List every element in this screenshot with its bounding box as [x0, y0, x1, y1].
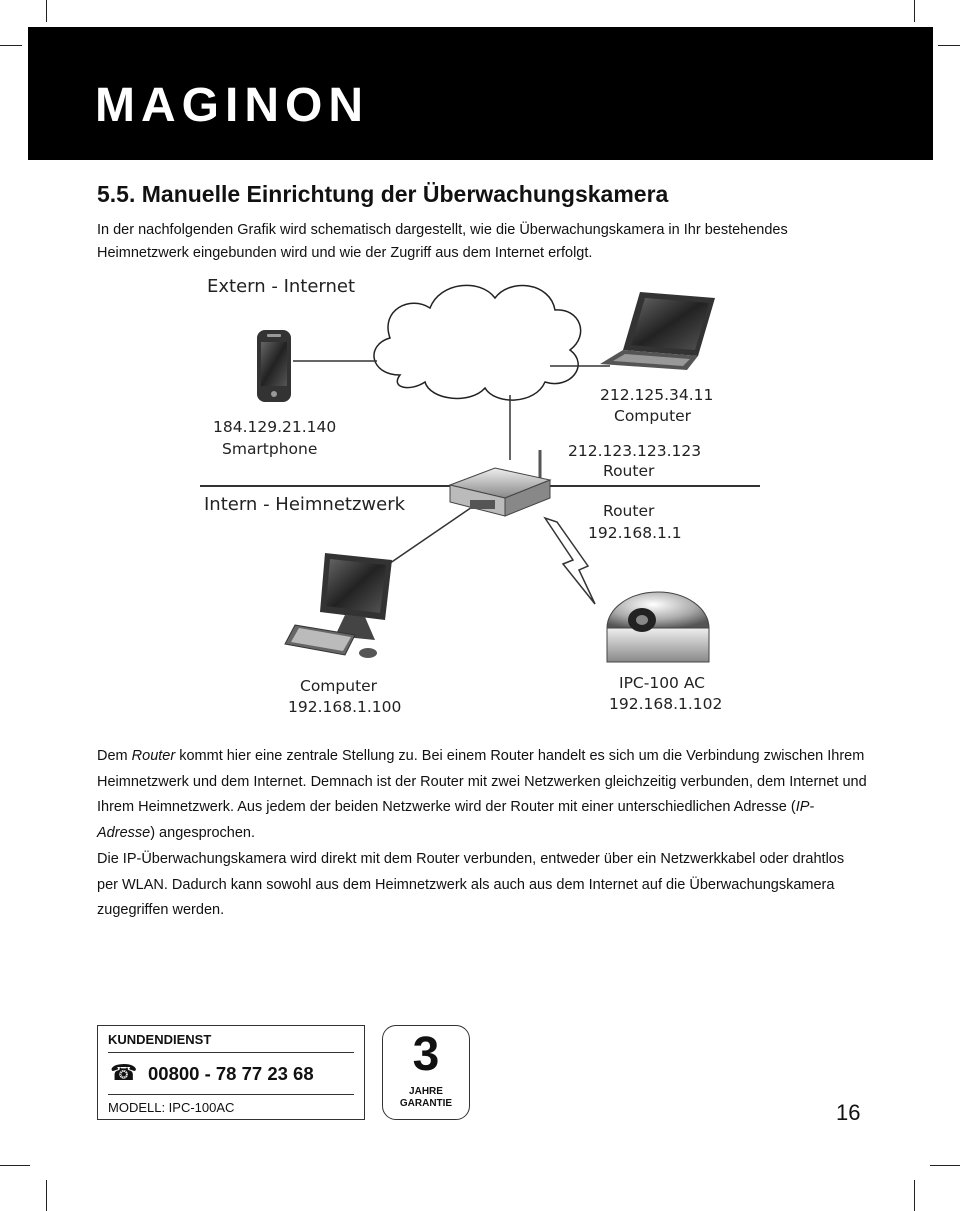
- hotline-number: 00800 - 78 77 23 68: [148, 1063, 314, 1084]
- customer-service-box: [97, 1025, 365, 1120]
- divider: [108, 1052, 354, 1053]
- divider: [108, 1094, 354, 1095]
- customer-service-title: KUNDENDIENST: [108, 1032, 212, 1047]
- text-run: kommt hier eine zentrale Stellung zu. Bei einem Router handelt es sich um die Verbindung zwischen Ihrem Heimnetzwerk und dem Internet. Demnach ist der Router mit zwei Netzwerken gleichzeitig verbunden, dem Internet und Ihrem Heimnetzwerk. Aus jedem der beiden Netzwerke wird der Router mit einer unterschiedlichen Adresse (: [97, 748, 867, 815]
- brand-logo: MAGINON: [95, 79, 369, 132]
- zone-extern-label: Extern - Internet: [207, 276, 356, 297]
- desktop-computer-icon: [285, 553, 392, 658]
- network-diagram: [195, 270, 775, 720]
- router-paragraph: [97, 744, 867, 846]
- router-ext-label: Router: [603, 462, 655, 480]
- dome-camera-icon: [607, 592, 709, 662]
- router-ext-ip: 212.123.123.123: [568, 442, 702, 460]
- ip-address-term: IP-Adresse: [97, 799, 815, 841]
- text-run: ) angesprochen.: [150, 824, 255, 841]
- crop-mark: [930, 1165, 960, 1166]
- router-int-ip: 192.168.1.1: [588, 524, 682, 542]
- int-computer-label: Computer: [300, 677, 378, 695]
- model-number: MODELL: IPC-100AC: [108, 1100, 235, 1115]
- internet-cloud-icon: [374, 285, 581, 400]
- warranty-text-jahre: JAHRE: [409, 1086, 443, 1097]
- crop-mark: [0, 45, 22, 46]
- intro-paragraph: In der nachfolgenden Grafik wird schematisch dargestellt, wie die Überwachungskamera in Ihr bestehendes Heimnetzwerk eingebunden wird und wie der Zugriff aus dem Internet erfolgt.: [97, 222, 788, 261]
- router-int-label: Router: [603, 502, 655, 520]
- crop-mark: [46, 1180, 47, 1211]
- page-number: 16: [836, 1100, 861, 1125]
- warranty-years: 3: [412, 1028, 440, 1081]
- warranty-text-garantie: GARANTIE: [399, 1098, 453, 1109]
- ext-computer-label: Computer: [614, 407, 692, 425]
- smartphone-icon: [257, 330, 291, 402]
- crop-mark: [914, 1180, 915, 1211]
- ext-computer-ip: 212.125.34.11: [600, 386, 714, 404]
- int-computer-ip: 192.168.1.100: [288, 698, 402, 716]
- telephone-icon: ☎: [110, 1060, 138, 1085]
- camera-paragraph: Die IP-Überwachungskamera wird direkt mit dem Router verbunden, entweder über ein Netzwerkkabel oder drahtlos per WLAN. Dadurch kann sowohl aus dem Heimnetzwerk als auch aus dem Internet auf die Überwachungskamera zugegriffen werden.: [97, 851, 845, 918]
- laptop-icon: [600, 292, 715, 370]
- camera-label: IPC-100 AC: [619, 674, 705, 692]
- text-run: Dem: [97, 748, 132, 764]
- smartphone-ip: 184.129.21.140: [213, 418, 337, 436]
- crop-mark: [0, 1165, 30, 1166]
- smartphone-label: Smartphone: [222, 440, 318, 458]
- warranty-badge: [382, 1025, 470, 1120]
- section-title: 5.5. Manuelle Einrichtung der Überwachungskamera: [97, 181, 669, 207]
- camera-ip: 192.168.1.102: [609, 695, 723, 713]
- zone-intern-label: Intern - Heimnetzwerk: [204, 494, 406, 515]
- router-term: Router: [131, 748, 176, 764]
- crop-mark: [46, 0, 47, 22]
- router-icon: [450, 450, 550, 516]
- crop-mark: [914, 0, 915, 22]
- crop-mark: [938, 45, 960, 46]
